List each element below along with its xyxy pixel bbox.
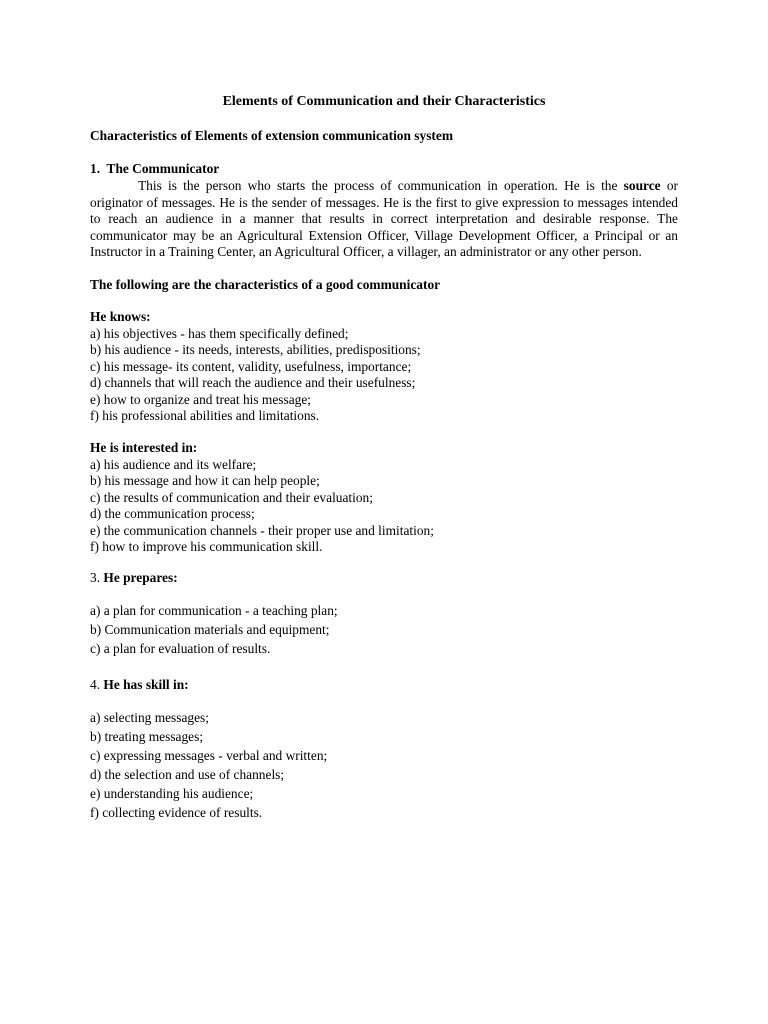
list-item: c) the results of communication and their evaluation;: [90, 489, 373, 505]
list-item: d) the selection and use of channels;: [90, 767, 285, 782]
he-has-skill-number: 4.: [90, 677, 101, 692]
he-prepares-heading: [90, 570, 678, 587]
document-subtitle: Characteristics of Elements of extension communication system: [90, 128, 453, 143]
communicator-paragraph: [90, 178, 678, 261]
list-item: b) treating messages;: [90, 729, 204, 744]
list-item: b) his message and how it can help people;: [90, 473, 320, 488]
list-item: a) selecting messages;: [90, 710, 209, 725]
he-has-skill-heading: [90, 677, 678, 694]
section1-heading: [90, 161, 678, 178]
list-item: a) a plan for communication - a teaching plan;: [90, 603, 338, 618]
source-keyword: source: [623, 178, 661, 193]
list-item: c) a plan for evaluation of results.: [90, 641, 271, 656]
good-communicator-heading: The following are the characteristics of a good communicator: [90, 277, 441, 292]
he-is-interested-heading: He is interested in:: [90, 440, 198, 455]
section1-number: 1.: [90, 161, 101, 176]
paragraph-text-2: or originator of messages. He is the sender of messages. He is the first to give expression to messages intended to reach an audience in a manner that results in correct interpretation and desirable response. The communicator may be an Agricultural Extension Officer, Village Development Officer, a Principal or an Instructor in a Training Center, an Agricultural Officer, a villager, an administrator or any other person.: [90, 178, 678, 259]
he-prepares-number: 3.: [90, 570, 101, 585]
list-item: e) the communication channels - their proper use and limitation;: [90, 522, 434, 538]
he-prepares-title: He prepares:: [103, 570, 178, 585]
list-item: e) understanding his audience;: [90, 786, 254, 801]
list-item: b) his audience - its needs, interests, abilities, predispositions;: [90, 342, 421, 357]
list-item: b) Communication materials and equipment;: [90, 622, 330, 637]
list-item: c) expressing messages - verbal and written;: [90, 748, 328, 763]
he-prepares-list: [90, 601, 678, 658]
list-item: f) how to improve his communication skill.: [90, 539, 323, 554]
list-item: d) channels that will reach the audience and their usefulness;: [90, 375, 416, 390]
list-item: e) how to organize and treat his message;: [90, 391, 311, 407]
he-has-skill-list: [90, 708, 678, 822]
he-is-interested-section: [90, 440, 678, 556]
document-title: Elements of Communication and their Characteristics: [222, 94, 546, 109]
list-item: f) collecting evidence of results.: [90, 805, 263, 820]
section1-title: The Communicator: [106, 161, 220, 176]
paragraph-text-1: This is the person who starts the process of communication in operation. He is the: [138, 178, 624, 193]
list-item: a) his audience and its welfare;: [90, 456, 257, 472]
he-knows-section: [90, 309, 678, 425]
list-item: f) his professional abilities and limitations.: [90, 408, 320, 423]
list-item: d) the communication process;: [90, 506, 255, 521]
list-item: c) his message- its content, validity, usefulness, importance;: [90, 358, 412, 374]
he-has-skill-title: He has skill in:: [103, 677, 189, 692]
he-knows-heading: He knows:: [90, 309, 151, 324]
list-item: a) his objectives - has them specifically defined;: [90, 325, 349, 341]
